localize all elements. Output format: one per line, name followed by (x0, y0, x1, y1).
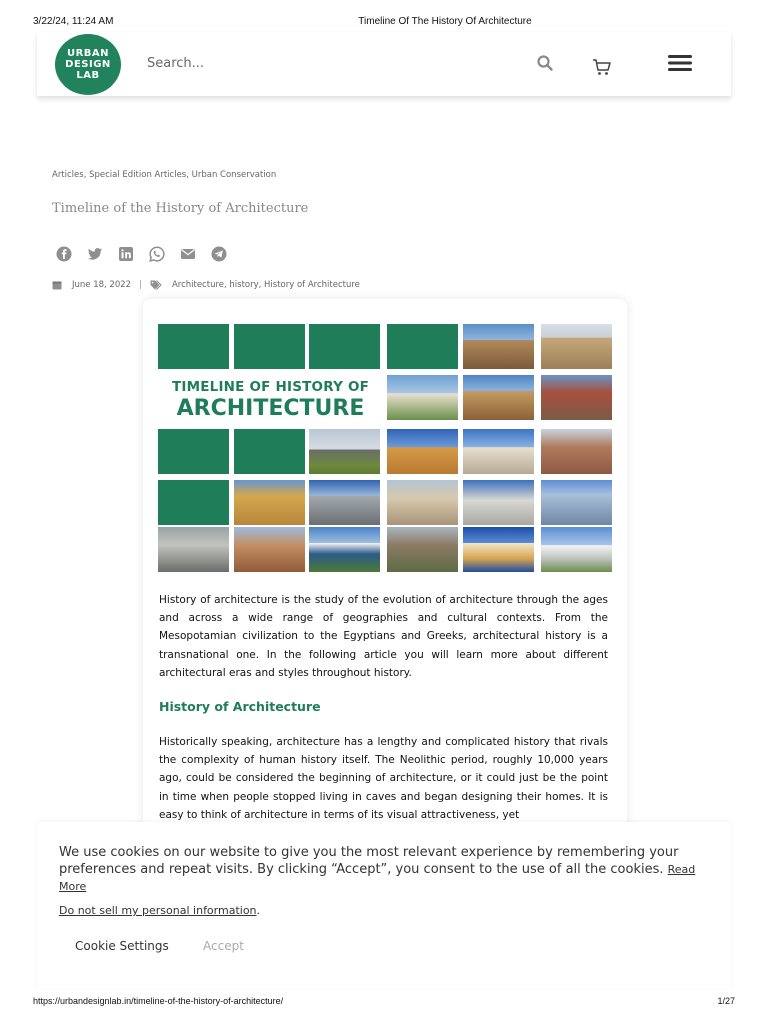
post-meta (52, 279, 360, 291)
breadcrumb[interactable]: Articles, Special Edition Articles, Urban Conservation (52, 170, 277, 180)
logo-line-2: DESIGN (65, 59, 111, 70)
period: . (256, 904, 261, 917)
neoclassical-building-photo (463, 527, 534, 572)
share-twitter-button[interactable] (87, 245, 118, 263)
calendar-icon (52, 280, 62, 290)
green-tile (387, 324, 458, 369)
tags-icon (150, 280, 162, 290)
article-card (143, 299, 627, 839)
hero-image (158, 324, 610, 572)
history-paragraph: Historically speaking, architecture has a lengthy and complicated history that rivals the complexity of human history itself. The Neolithic period, roughly 10,000 years ago, could be considered the beginning of architecture, or it could just be the point in time when people stopped living in caves and began designing their homes. It is easy to think of architecture in terms of its visual attractiveness, yet (159, 736, 608, 821)
telegram-icon (211, 246, 227, 262)
share-email-button[interactable] (180, 245, 211, 263)
colosseum-interior-photo (463, 324, 534, 369)
cart-icon[interactable] (592, 57, 612, 77)
byzantine-church-photo (541, 375, 612, 420)
print-url: https://urbandesignlab.in/timeline-of-the-history-of-architecture/ (33, 996, 284, 1006)
logo-line-3: LAB (76, 70, 100, 81)
share-whatsapp-button[interactable] (149, 245, 180, 263)
read-more-link[interactable]: Read More (59, 863, 696, 893)
hero-title-line-2: ARCHITECTURE (176, 396, 365, 421)
plantation-house-photo (541, 527, 612, 572)
post-date[interactable]: June 18, 2022 (72, 280, 132, 290)
share-telegram-button[interactable] (211, 245, 242, 263)
hero-title-line-1: TIMELINE OF HISTORY OF (171, 379, 370, 395)
meta-separator: | (139, 280, 142, 290)
linkedin-icon (118, 246, 134, 262)
green-tile (234, 429, 305, 474)
colonial-house-photo (309, 527, 380, 572)
villa-photo (387, 375, 458, 420)
print-footer (0, 996, 768, 1010)
page-title: Timeline of the History of Architecture (52, 201, 309, 216)
green-tile (158, 480, 229, 525)
palace-photo (463, 375, 534, 420)
do-not-sell-container (59, 904, 260, 917)
site-header (37, 32, 731, 96)
green-tile (158, 324, 229, 369)
domed-capitol-photo (463, 480, 534, 525)
intro-paragraph: History of architecture is the study of the evolution of architecture through the ages and across a wide range of geographies and cultural contexts. From the Mesopotamian civilization to the Egyptians and Greeks, architectural history is a transnational one. In the following article you will learn more about different architectural eras and styles throughout history. (159, 594, 608, 679)
accept-button[interactable]: Accept (203, 939, 244, 953)
print-datetime: 3/22/24, 11:24 AM (33, 16, 114, 27)
st-peters-square-photo (158, 527, 229, 572)
st-peters-basilica-photo (387, 480, 458, 525)
twitter-icon (87, 246, 103, 262)
colosseum-photo (234, 527, 305, 572)
greek-temple-photo (463, 429, 534, 474)
cookie-message-text: We use cookies on our website to give you the most relevant experience by remembering your preferences and repeat visits. By clicking “Accept”, you consent to the use of all the cookies. (59, 845, 679, 877)
facebook-icon (56, 246, 72, 262)
gothic-cathedral-photo (309, 480, 380, 525)
post-tags[interactable]: Architecture, history, History of Architecture (171, 280, 360, 290)
email-icon (180, 246, 196, 262)
search-input[interactable] (147, 52, 547, 74)
share-buttons (56, 245, 242, 263)
parthenon-photo (541, 324, 612, 369)
green-tile (158, 429, 229, 474)
cookie-banner (37, 822, 731, 988)
print-page-title: Timeline Of The History Of Architecture (358, 16, 532, 27)
share-linkedin-button[interactable] (118, 245, 149, 263)
cookie-message (59, 844, 699, 895)
country-manor-photo (387, 527, 458, 572)
site-logo[interactable] (55, 34, 121, 95)
baroque-palace-photo (541, 480, 612, 525)
section-heading: History of Architecture (159, 699, 321, 714)
cookie-settings-button[interactable]: Cookie Settings (75, 939, 169, 953)
green-tile (234, 324, 305, 369)
pyramids-photo (387, 429, 458, 474)
stonehenge-photo (309, 429, 380, 474)
sagrada-familia-photo (234, 480, 305, 525)
romanesque-church-photo (541, 429, 612, 474)
print-header (0, 16, 768, 30)
whatsapp-icon (149, 246, 165, 262)
logo-line-1: URBAN (66, 48, 110, 59)
do-not-sell-link[interactable]: Do not sell my personal information (59, 904, 257, 917)
hamburger-menu-icon[interactable] (667, 53, 695, 73)
green-tile (309, 324, 380, 369)
search-icon[interactable] (536, 54, 554, 72)
print-page-number: 1/27 (717, 996, 735, 1006)
share-facebook-button[interactable] (56, 245, 87, 263)
